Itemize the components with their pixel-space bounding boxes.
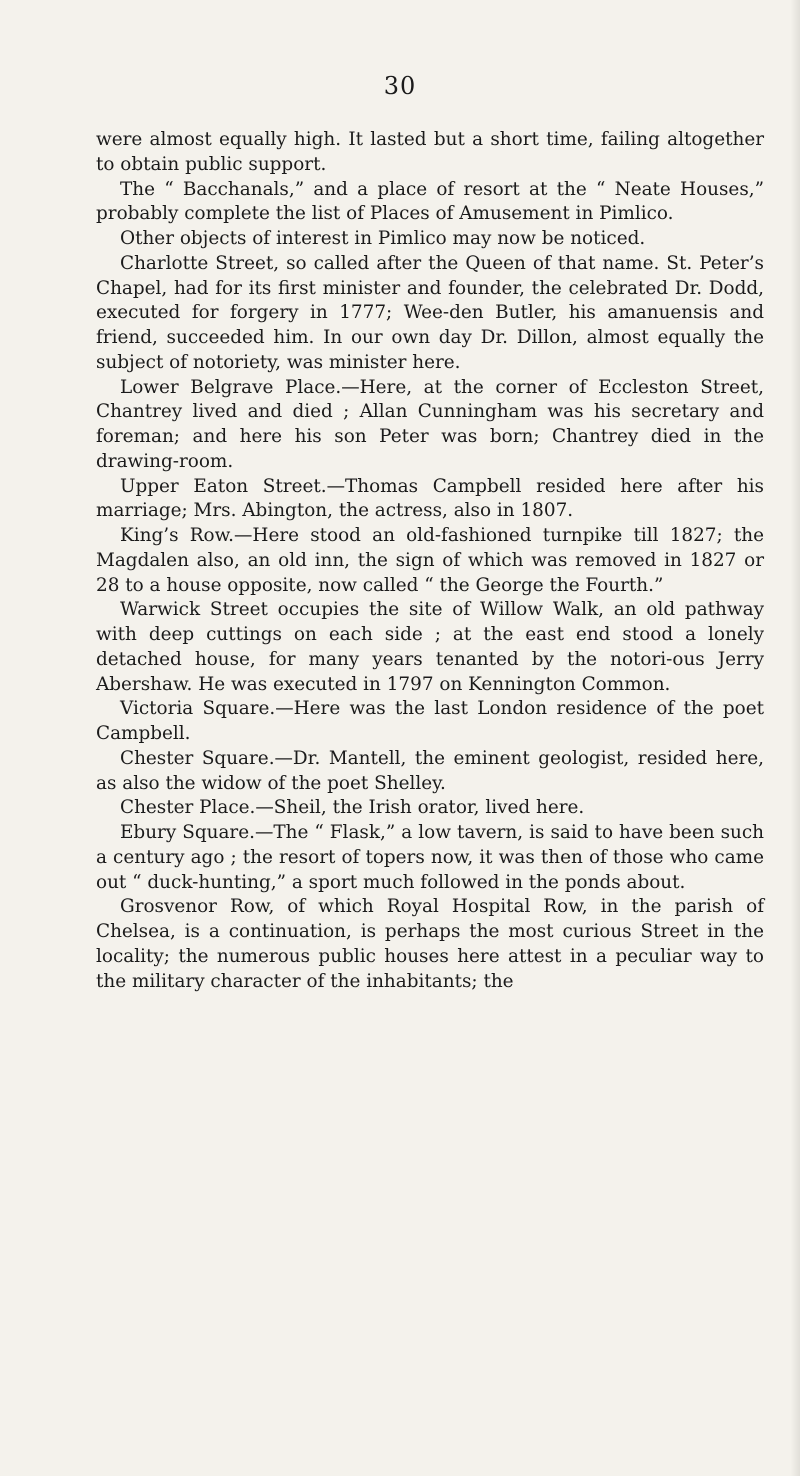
paragraph-bacchanals: The “ Bacchanals,” and a place of resort at the “ Neate Houses,” probably complete the list of Places of Amusement in Pimlico. (96, 178, 764, 225)
paragraph-charlotte-street: Charlotte Street, so called after the Queen of that name. St. Peter’s Chapel, had for its first minister and founder, the celebrated Dr. Dodd, executed for forgery in 1777; Wee-den Butler, his amanuensis and friend, succeeded him. In our own day Dr. Dillon, almost equally the subject of notoriety, was minister here. (96, 252, 764, 373)
paragraph-ebury-square: Ebury Square.—The “ Flask,” a low tavern, is said to have been such a century ago ; the resort of topers now, it was then of those who came out “ duck-hunting,” a sport much followed in the ponds about. (96, 822, 764, 893)
paragraph-kings-row: King’s Row.—Here stood an old-fashioned turnpike till 1827; the Magdalen also, an old inn, the sign of which was removed in 1827 or 28 to a house opposite, now called “ the George the Fourth.” (96, 525, 764, 596)
paragraph-chester-square: Chester Square.—Dr. Mantell, the eminent geologist, resided here, as also the widow of the poet Shelley. (96, 747, 764, 794)
page-edge-shadow (790, 0, 800, 1476)
page-number: 30 (383, 72, 417, 100)
paragraph-lower-belgrave-place: Lower Belgrave Place.—Here, at the corner of Eccleston Street, Chantrey lived and died ; Allan Cunningham was his secretary and foreman; and here his son Peter was born; Chantrey died in the drawing-room. (96, 376, 764, 472)
paragraph-other-objects: Other objects of interest in Pimlico may now be noticed. (120, 228, 646, 249)
paragraph-upper-eaton-street: Upper Eaton Street.—Thomas Campbell resided here after his marriage; Mrs. Abington, the actress, also in 1807. (96, 475, 764, 522)
paragraph-warwick-street: Warwick Street occupies the site of Willow Walk, an old pathway with deep cuttings on each side ; at the east end stood a lonely detached house, for many years tenanted by the notori-ous Jerry Abershaw. He was executed in 1797 on Kennington Common. (96, 599, 764, 695)
paragraph-continued: were almost equally high. It lasted but a short time, failing altogether to obtain public support. (96, 129, 764, 175)
body-text (96, 128, 764, 994)
paragraph-victoria-square: Victoria Square.—Here was the last London residence of the poet Campbell. (96, 698, 764, 744)
paragraph-chester-place: Chester Place.—Sheil, the Irish orator, lived here. (120, 797, 585, 819)
paragraph-grosvenor-row: Grosvenor Row, of which Royal Hospital Row, in the parish of Chelsea, is a continuation, is perhaps the most curious Street in the locality; the numerous public houses here attest in a peculiar way to the military character of the inhabitants; the (96, 896, 764, 992)
